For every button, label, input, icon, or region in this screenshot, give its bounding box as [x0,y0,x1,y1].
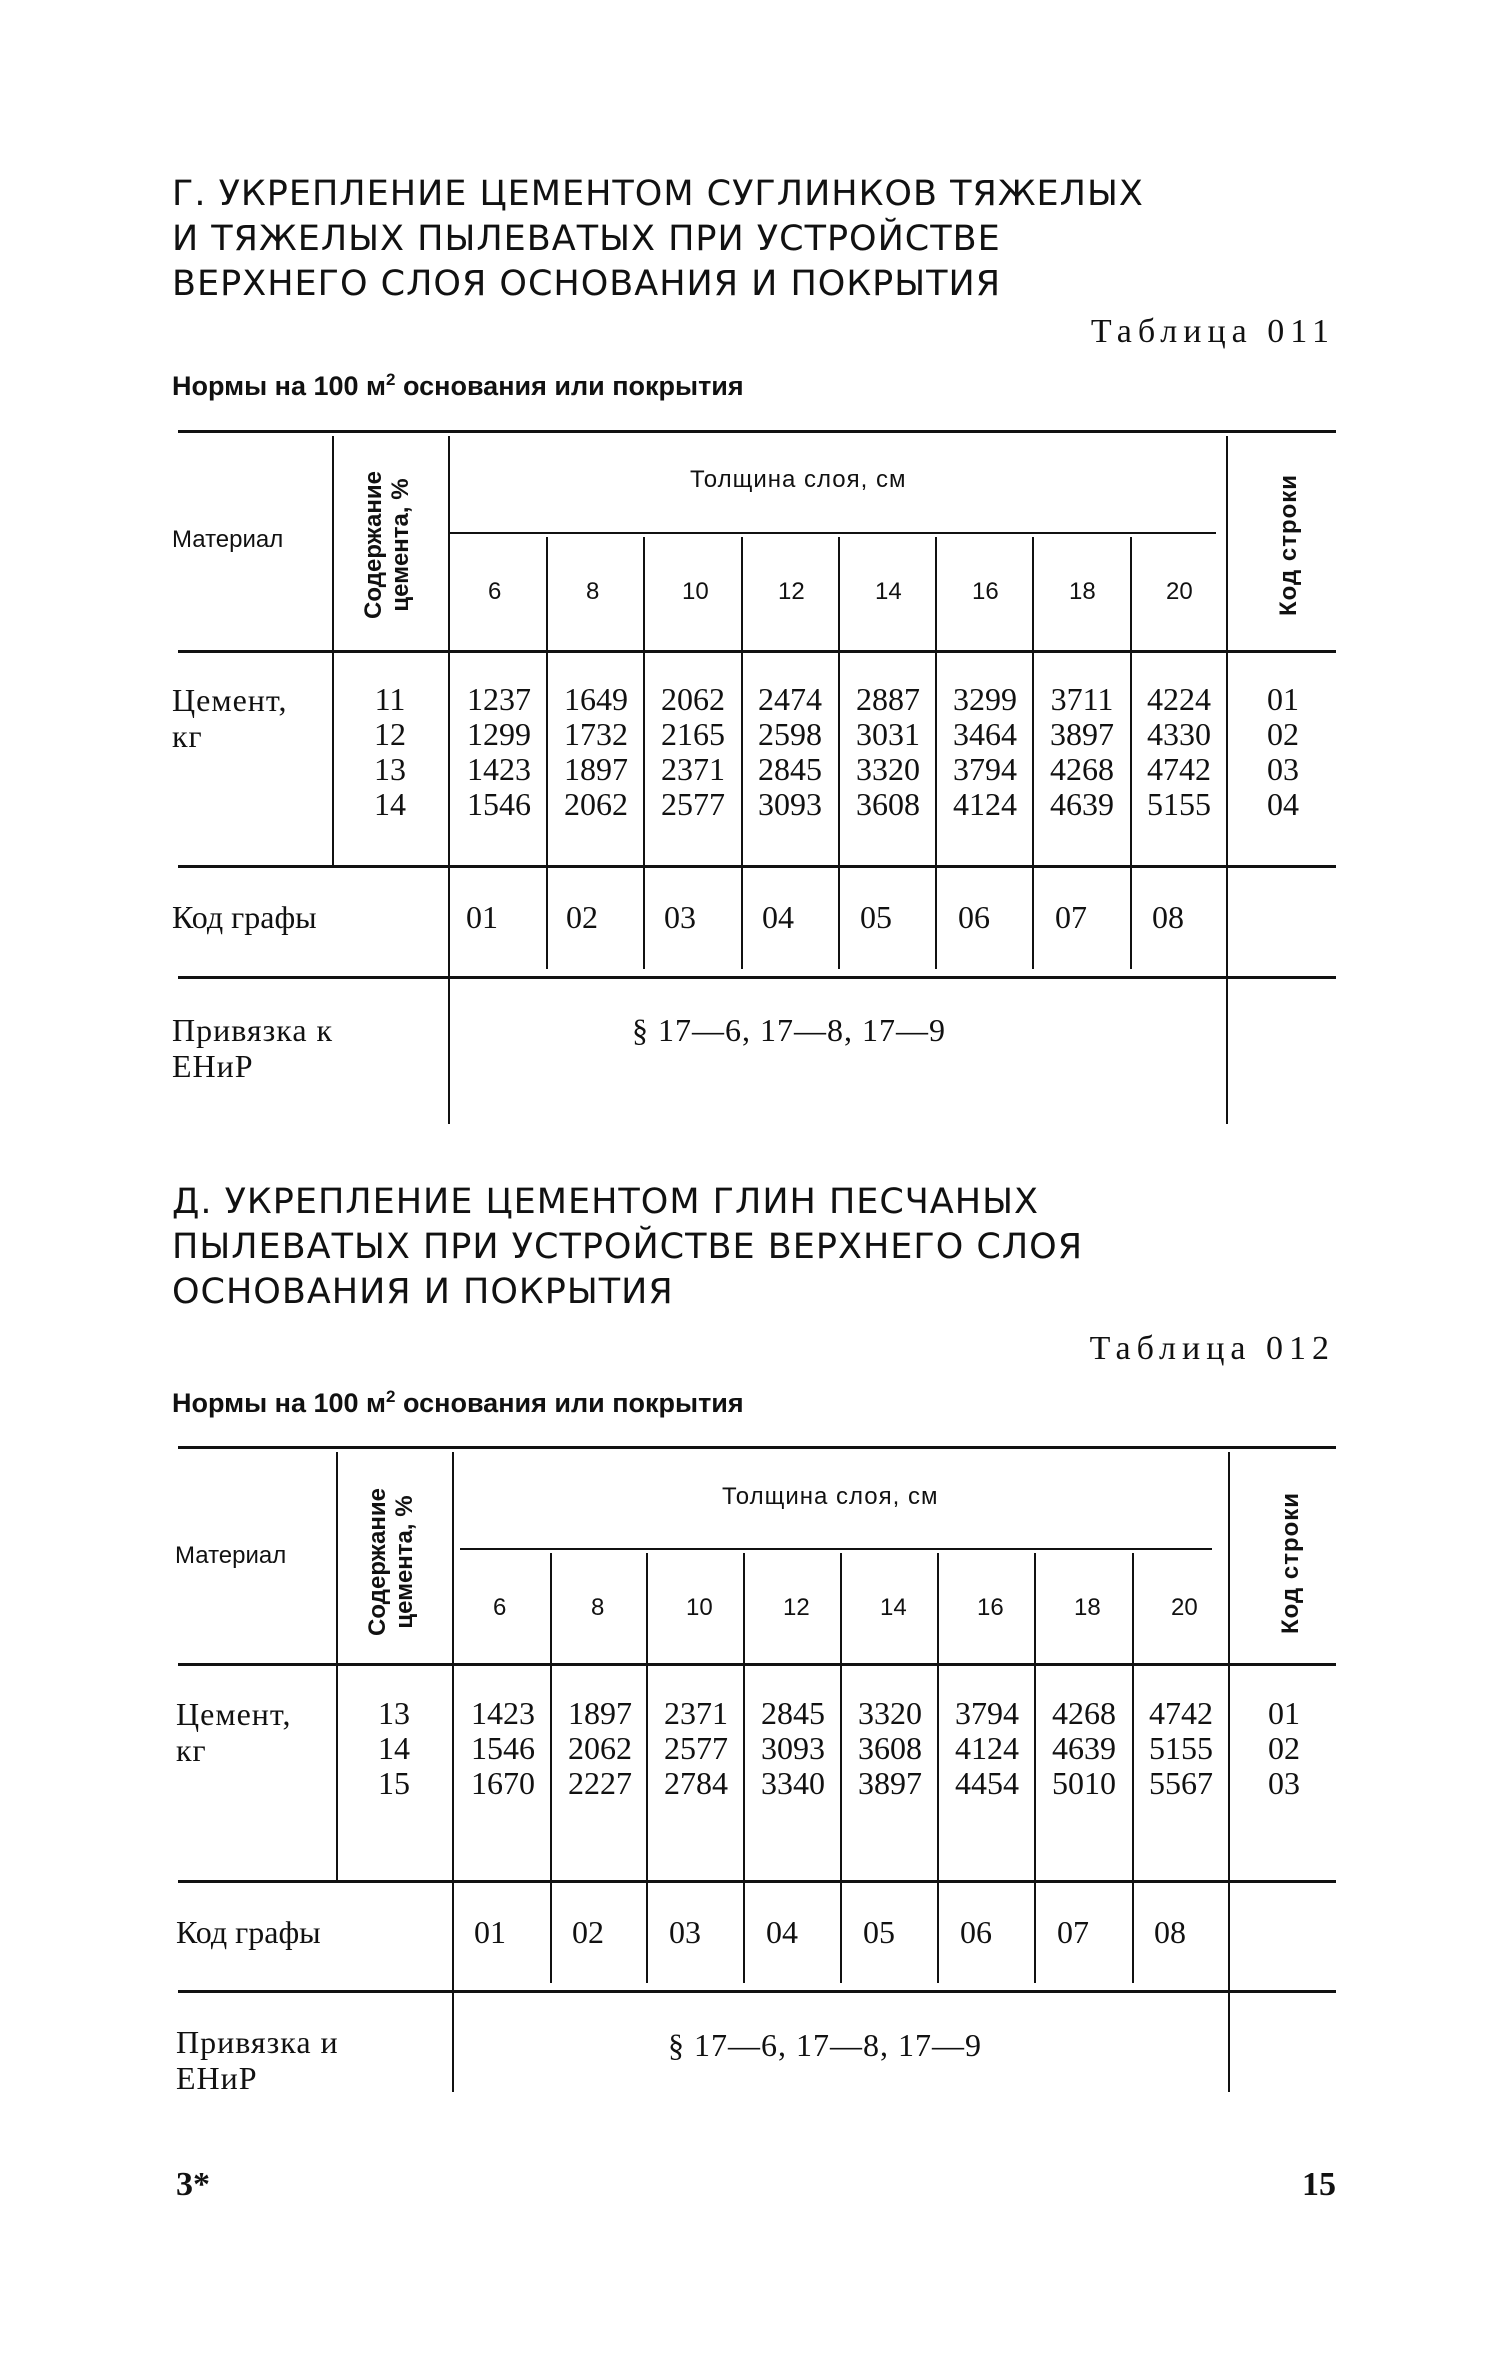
value-cell: 3794 [955,1695,1019,1731]
content-value: 14 [378,1730,410,1766]
header-thickness: Толщина слоя, см [722,1483,939,1510]
value-column-18 [1037,1696,1131,1801]
value-cell: 4124 [955,1730,1019,1766]
value-column-10 [649,1696,743,1801]
material-line: кг [172,718,203,754]
section-g-title-line: Г. УКРЕПЛЕНИЕ ЦЕМЕНТОМ СУГЛИНКОВ ТЯЖЕЛЫХ [172,174,1144,214]
value-cell: 4268 [1052,1695,1116,1731]
binding-reference: § 17—6, 17—8, 17—9 [668,2027,982,2063]
header-thickness-8: 8 [591,1594,605,1621]
binding-reference: § 17—6, 17—8, 17—9 [632,1012,946,1048]
value-cell: 3608 [858,1730,922,1766]
value-cell: 4742 [1149,1695,1213,1731]
value-column-8 [553,1696,647,1801]
value-cell: 1299 [467,716,531,752]
value-cell: 1649 [564,681,628,717]
value-cell: 1423 [471,1695,535,1731]
table-011-norms-caption [172,370,744,402]
value-cell: 2845 [761,1695,825,1731]
value-cell: 3464 [953,716,1017,752]
material-line: Цемент, [172,682,288,718]
value-column-20 [1132,682,1226,822]
header-thickness-14: 14 [875,578,902,605]
value-cell: 2165 [661,716,725,752]
column-code: 05 [860,899,892,935]
value-cell: 2474 [758,681,822,717]
content-value: 11 [374,681,406,717]
column-code: 08 [1152,899,1184,935]
binding-label [172,1012,333,1084]
header-material: Материал [175,1542,287,1569]
row-code: 01 [1267,681,1299,717]
value-cell: 2062 [564,786,628,822]
value-cell: 5567 [1149,1765,1213,1801]
value-cell: 1670 [471,1765,535,1801]
value-column-20 [1134,1696,1228,1801]
material-line: кг [176,1732,207,1768]
header-thickness: Толщина слоя, см [690,466,907,493]
value-cell: 1897 [568,1695,632,1731]
section-d-title-line: Д. УКРЕПЛЕНИЕ ЦЕМЕНТОМ ГЛИН ПЕСЧАНЫХ [172,1182,1039,1222]
value-cell: 3608 [856,786,920,822]
column-code: 06 [958,899,990,935]
norms-sup: 2 [386,1387,396,1406]
column-code-label: Код графы [176,1914,321,1950]
header-content-line: Содержание [360,471,387,619]
header-thickness-10: 10 [682,578,709,605]
value-cell: 2227 [568,1765,632,1801]
value-column-14 [843,1696,937,1801]
value-cell: 2598 [758,716,822,752]
value-cell: 4639 [1050,786,1114,822]
header-thickness-10: 10 [686,1594,713,1621]
column-code: 01 [466,899,498,935]
binding-label [176,2024,339,2096]
header-thickness-14: 14 [880,1594,907,1621]
value-cell: 1897 [564,751,628,787]
value-cell: 4330 [1147,716,1211,752]
value-cell: 3031 [856,716,920,752]
column-code: 02 [572,1914,604,1950]
value-cell: 4124 [953,786,1017,822]
value-cell: 3794 [953,751,1017,787]
column-code: 07 [1057,1914,1089,1950]
value-cell: 5155 [1147,786,1211,822]
row-code: 04 [1267,786,1299,822]
binding-line: Привязка к [172,1012,334,1048]
header-thickness-12: 12 [778,578,805,605]
value-cell: 3711 [1050,681,1114,717]
value-cell: 4268 [1050,751,1114,787]
section-g-title-line: И ТЯЖЕЛЫХ ПЫЛЕВАТЫХ ПРИ УСТРОЙСТВЕ [172,219,1001,259]
section-d-title-line: ПЫЛЕВАТЫХ ПРИ УСТРОЙСТВЕ ВЕРХНЕГО СЛОЯ [172,1227,1084,1267]
value-cell: 4224 [1147,681,1211,717]
value-cell: 3897 [1050,716,1114,752]
content-value: 14 [374,786,406,822]
section-d-title-line: ОСНОВАНИЯ И ПОКРЫТИЯ [172,1272,674,1312]
norms-suffix: основания или покрытия [395,371,744,401]
header-thickness-8: 8 [586,578,600,605]
material-line: Цемент, [176,1696,292,1732]
value-column-12 [746,1696,840,1801]
binding-line: ЕНиР [172,1048,254,1084]
header-thickness-18: 18 [1074,1594,1101,1621]
table-012-norms-caption [172,1387,744,1419]
column-code: 06 [960,1914,992,1950]
material-cell [172,682,287,754]
header-cement-content [364,1472,424,1652]
value-column-16 [938,682,1032,822]
column-code: 01 [474,1914,506,1950]
value-column-6 [452,682,546,822]
value-cell: 3320 [858,1695,922,1731]
value-cell: 3897 [858,1765,922,1801]
value-cell: 3340 [761,1765,825,1801]
value-cell: 1237 [467,681,531,717]
value-column-12 [743,682,837,822]
header-thickness-18: 18 [1069,578,1096,605]
column-code: 04 [762,899,794,935]
value-cell: 3320 [856,751,920,787]
value-cell: 1546 [467,786,531,822]
binding-line: Привязка и [176,2024,339,2060]
header-thickness-16: 16 [977,1594,1004,1621]
value-cell: 1546 [471,1730,535,1766]
value-cell: 1732 [564,716,628,752]
value-column-8 [549,682,643,822]
section-g-title-line: ВЕРХНЕГО СЛОЯ ОСНОВАНИЯ И ПОКРЫТИЯ [172,264,1002,304]
section-g-title [172,172,1352,307]
value-cell: 2062 [568,1730,632,1766]
binding-line: ЕНиР [176,2060,258,2096]
column-code: 07 [1055,899,1087,935]
value-column-10 [646,682,740,822]
column-code: 05 [863,1914,895,1950]
header-thickness-20: 20 [1171,1594,1198,1621]
value-cell: 2784 [664,1765,728,1801]
row-code-column [1232,1696,1336,1801]
header-thickness-12: 12 [783,1594,810,1621]
value-column-14 [841,682,935,822]
column-code: 08 [1154,1914,1186,1950]
signature-mark: 3* [176,2166,210,2203]
row-code: 03 [1267,751,1299,787]
header-thickness-20: 20 [1166,578,1193,605]
norms-suffix: основания или покрытия [395,1388,744,1418]
norms-prefix: Нормы на 100 м [172,371,387,401]
value-cell: 4742 [1147,751,1211,787]
section-d-title [172,1180,1352,1315]
header-thickness-6: 6 [488,578,502,605]
content-value: 13 [374,751,406,787]
value-cell: 5155 [1149,1730,1213,1766]
row-code: 02 [1268,1730,1300,1766]
row-code: 02 [1267,716,1299,752]
material-cell [176,1696,291,1768]
row-code-column [1230,682,1336,822]
value-cell: 2371 [664,1695,728,1731]
content-value: 15 [378,1765,410,1801]
header-thickness-6: 6 [493,1594,507,1621]
value-cell: 5010 [1052,1765,1116,1801]
norms-prefix: Нормы на 100 м [172,1388,387,1418]
norms-sup: 2 [386,370,396,389]
content-value: 13 [378,1695,410,1731]
header-content-line: цемента, % [387,478,414,612]
value-column-6 [456,1696,550,1801]
column-code-label: Код графы [172,899,317,935]
table-012-label: Таблица 012 [1089,1330,1335,1367]
header-cement-content [360,455,420,635]
header-material: Материал [172,526,284,553]
value-cell: 3299 [953,681,1017,717]
header-thickness-16: 16 [972,578,999,605]
value-cell: 2371 [661,751,725,787]
page-number: 15 [1302,2166,1336,2203]
value-column-18 [1035,682,1129,822]
content-column [338,1696,450,1801]
column-code: 03 [669,1914,701,1950]
header-content-line: цемента, % [391,1495,418,1629]
content-column [334,682,446,822]
value-cell: 3093 [761,1730,825,1766]
column-code: 04 [766,1914,798,1950]
header-row-code: Код строки [1275,473,1302,617]
value-cell: 4454 [955,1765,1019,1801]
value-cell: 2577 [661,786,725,822]
header-content-line: Содержание [364,1488,391,1636]
row-code: 03 [1268,1765,1300,1801]
value-column-16 [940,1696,1034,1801]
value-cell: 1423 [467,751,531,787]
value-cell: 4639 [1052,1730,1116,1766]
value-cell: 2845 [758,751,822,787]
value-cell: 3093 [758,786,822,822]
value-cell: 2062 [661,681,725,717]
value-cell: 2887 [856,681,920,717]
column-code: 03 [664,899,696,935]
value-cell: 2577 [664,1730,728,1766]
content-value: 12 [374,716,406,752]
table-011-label: Таблица 011 [1090,313,1335,350]
header-row-code: Код строки [1277,1491,1304,1635]
row-code: 01 [1268,1695,1300,1731]
column-code: 02 [566,899,598,935]
